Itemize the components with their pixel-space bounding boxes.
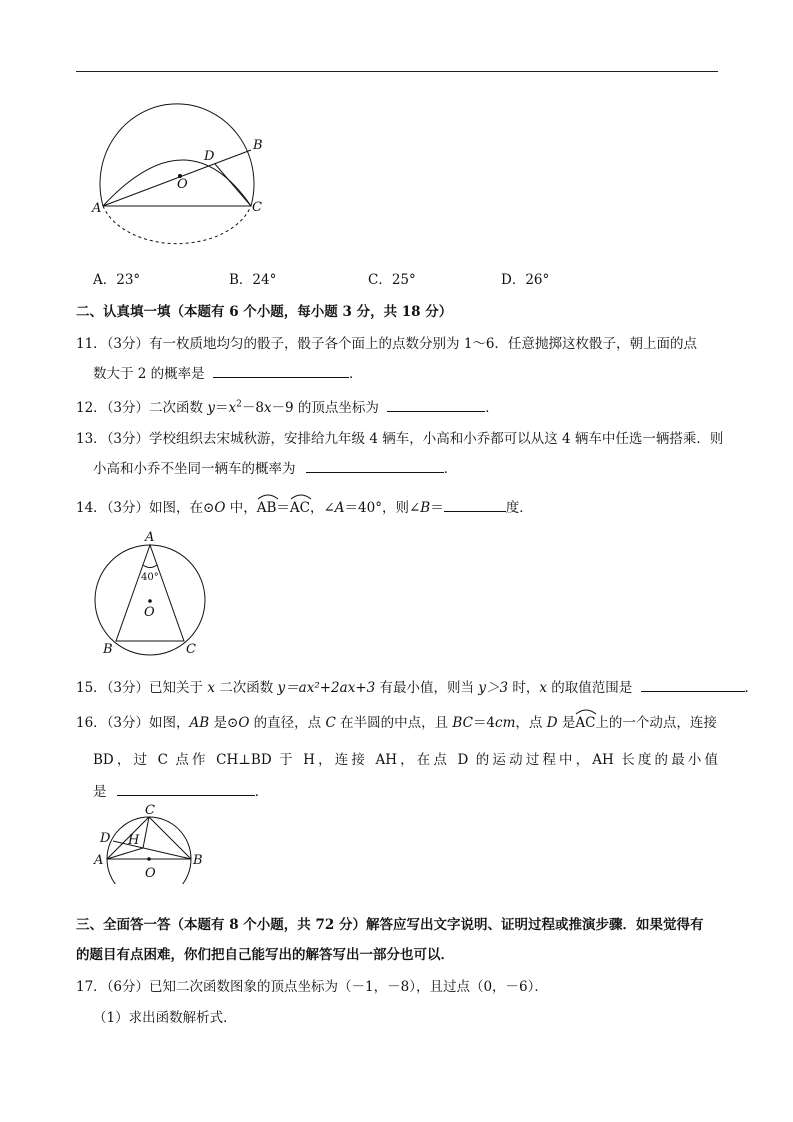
center-point-o: [147, 857, 151, 861]
q14-angle-b: B: [420, 500, 431, 516]
q15-line: [76, 676, 758, 696]
q16-arc-ac: AC: [575, 713, 595, 731]
option-value: 23°: [116, 272, 141, 288]
q17-number: 17．: [76, 979, 107, 995]
q12-formula-eq: ＝: [214, 400, 229, 416]
q12-formula-sup: 2: [236, 399, 242, 410]
line-c-b: [149, 817, 191, 859]
label-c: C: [252, 200, 262, 215]
q12-number: 12．: [76, 400, 107, 416]
q12-end: ．: [485, 400, 499, 416]
q11-text: （3分）有一枚质地均匀的骰子，骰子各个面上的点数分别为 1～6．任意抛掷这枚骰子，朝上面的点: [106, 336, 697, 352]
q16-end: ．: [254, 784, 269, 800]
q17-sub1: （1）求出函数解析式．: [93, 1010, 237, 1026]
header-rule: [76, 71, 718, 72]
section3-title-line1: 三、全面答一答（本题有 8 个小题，共 72 分）解答应写出文字说明、证明过程或推演步骤．如果觉得有: [76, 917, 704, 933]
q15-cond: y＞3: [478, 680, 509, 696]
q15-x: x: [207, 680, 215, 696]
q14-eq: ＝: [276, 500, 290, 516]
q15-number: 15．: [76, 680, 107, 696]
q12-formula-y: y: [207, 400, 215, 416]
q10-option-a: [93, 268, 140, 288]
q14-angle-eq: ＝: [430, 500, 444, 516]
q16-text-f: 是: [557, 715, 576, 731]
q16-text-b: 的直径，点: [249, 715, 326, 731]
option-value: 26°: [525, 272, 550, 288]
q14-arc-ab: AB: [257, 498, 277, 516]
q12-line: [76, 396, 499, 416]
q16-line1: [76, 711, 717, 731]
q16-line3: [93, 780, 268, 800]
q16-text-g: 上的一个动点，连接: [595, 715, 717, 731]
section2-title: 二、认真填一填（本题有 6 个小题，每小题 3 分，共 18 分）: [76, 304, 453, 320]
option-letter: A．: [93, 272, 117, 288]
q15-mid3: 时，: [508, 680, 540, 696]
q14-pre: （3分）如图，在⊙: [106, 500, 215, 516]
q14-arc-ac: AC: [290, 498, 310, 516]
label-o: O: [144, 605, 155, 620]
q16-text-d: ＝4: [472, 715, 496, 731]
q10-option-b: [229, 268, 276, 288]
section3-title-line2: 的题目有点困难，你们把自己能写出的解答写出一部分也可以．: [76, 947, 454, 963]
q16-o: O: [238, 715, 250, 731]
q13-line1: [76, 427, 723, 447]
label-d: D: [204, 149, 215, 164]
angle-mark: [143, 565, 157, 568]
q12-answer-blank[interactable]: [387, 399, 485, 412]
q10-option-d: [501, 268, 549, 288]
q13-number: 13．: [76, 431, 107, 447]
q14-unit: 度．: [505, 500, 533, 516]
q13-line2: [93, 457, 457, 477]
q16-answer-blank[interactable]: [117, 783, 255, 796]
label-a: A: [92, 201, 102, 216]
option-value: 24°: [252, 272, 277, 288]
label-b: B: [103, 642, 113, 657]
label-c: C: [186, 642, 196, 657]
q12-prefix: （3分）二次函数: [106, 400, 208, 416]
q14-o: O: [214, 500, 226, 516]
figure-q16: [90, 802, 215, 884]
q13-text: （3分）学校组织去宋城秋游，安排给九年级 4 辆车，小高和小乔都可以从这 4 辆车中任选一辆搭乘．则: [106, 431, 724, 447]
q12-formula-rest: －8: [241, 400, 264, 416]
q15-pre: （3分）已知关于: [106, 680, 208, 696]
q15-post: 的取值范围是: [546, 680, 633, 696]
q11-end: ．: [348, 366, 363, 382]
q14-angle-a: A: [334, 500, 345, 516]
q11-text-cont: 数大于 2 的概率是: [93, 366, 205, 382]
q14-line: [76, 496, 533, 516]
q15-mid2: 有最小值，则当: [375, 680, 479, 696]
q15-answer-blank[interactable]: [641, 679, 745, 692]
line-d-c: [215, 164, 251, 206]
label-h: H: [128, 833, 140, 848]
q11-line2: [93, 362, 362, 382]
q12-formula-tail: －9: [271, 400, 294, 416]
q12-formula-x: x: [228, 400, 237, 416]
q11-number: 11．: [76, 336, 107, 352]
q16-line2: BD，过 C 点作 CH⊥BD 于 H，连接 AH，在点 D 的运动过程中，AH 长度的最小值: [93, 752, 718, 768]
q14-angle-pre: ，∠: [309, 500, 335, 516]
q16-d: D: [546, 715, 558, 731]
option-letter: C．: [368, 272, 392, 288]
q16-bc: BC: [452, 715, 473, 731]
q16-cm: cm: [495, 715, 516, 731]
label-a: A: [94, 853, 104, 868]
q17-text: （6分）已知二次函数图象的顶点坐标为（－1，－8），且过点（0，－6）．: [106, 979, 548, 995]
q10-option-c: [368, 268, 416, 288]
q14-number: 14．: [76, 500, 107, 516]
q13-end: ．: [443, 461, 458, 477]
q15-end: ．: [744, 680, 759, 696]
q13-text-cont: 小高和小乔不坐同一辆车的概率为: [93, 461, 296, 477]
q13-answer-blank[interactable]: [306, 460, 444, 473]
q15-formula: y＝ax²+2ax+3: [277, 680, 376, 696]
triangle-abc: [116, 545, 184, 641]
label-b: B: [253, 138, 263, 153]
line-d-b: [113, 841, 191, 859]
q16-pre: （3分）如图，: [106, 715, 190, 731]
option-value: 25°: [391, 272, 416, 288]
q14-answer-blank[interactable]: [444, 499, 506, 512]
q11-line1: [76, 332, 697, 352]
q17-line: [76, 975, 548, 995]
figure-q10-geometry: [100, 104, 254, 244]
label-angle: 40°: [141, 572, 159, 583]
q16-text-cont: 是: [93, 784, 107, 800]
q14-angle-val: ＝40°，则∠: [344, 500, 421, 516]
label-d: D: [100, 831, 111, 846]
figure-q10: [88, 94, 268, 264]
q16-number: 16．: [76, 715, 107, 731]
q14-mid: 中，: [225, 500, 257, 516]
q11-answer-blank[interactable]: [213, 365, 349, 378]
label-o: O: [177, 177, 188, 192]
label-a: A: [145, 530, 155, 545]
q16-text-c: 在半圆的中点，且: [335, 715, 453, 731]
q16-text-e: ，点: [515, 715, 547, 731]
q16-text-a: 是⊙: [209, 715, 239, 731]
q12-suffix: 的顶点坐标为: [293, 400, 379, 416]
option-letter: B．: [229, 272, 253, 288]
q16-c: C: [325, 715, 336, 731]
center-point-o: [148, 599, 152, 603]
q16-ab: AB: [189, 715, 210, 731]
circle-lower-arc-dashed: [103, 206, 251, 244]
label-o: O: [145, 866, 156, 881]
option-letter: D．: [501, 272, 526, 288]
q15-x2: x: [539, 680, 547, 696]
figure-q14: [92, 528, 217, 660]
q15-mid: 二次函数: [214, 680, 278, 696]
label-c: C: [145, 803, 155, 818]
label-b: B: [193, 853, 203, 868]
q12-formula-x2: x: [263, 400, 272, 416]
